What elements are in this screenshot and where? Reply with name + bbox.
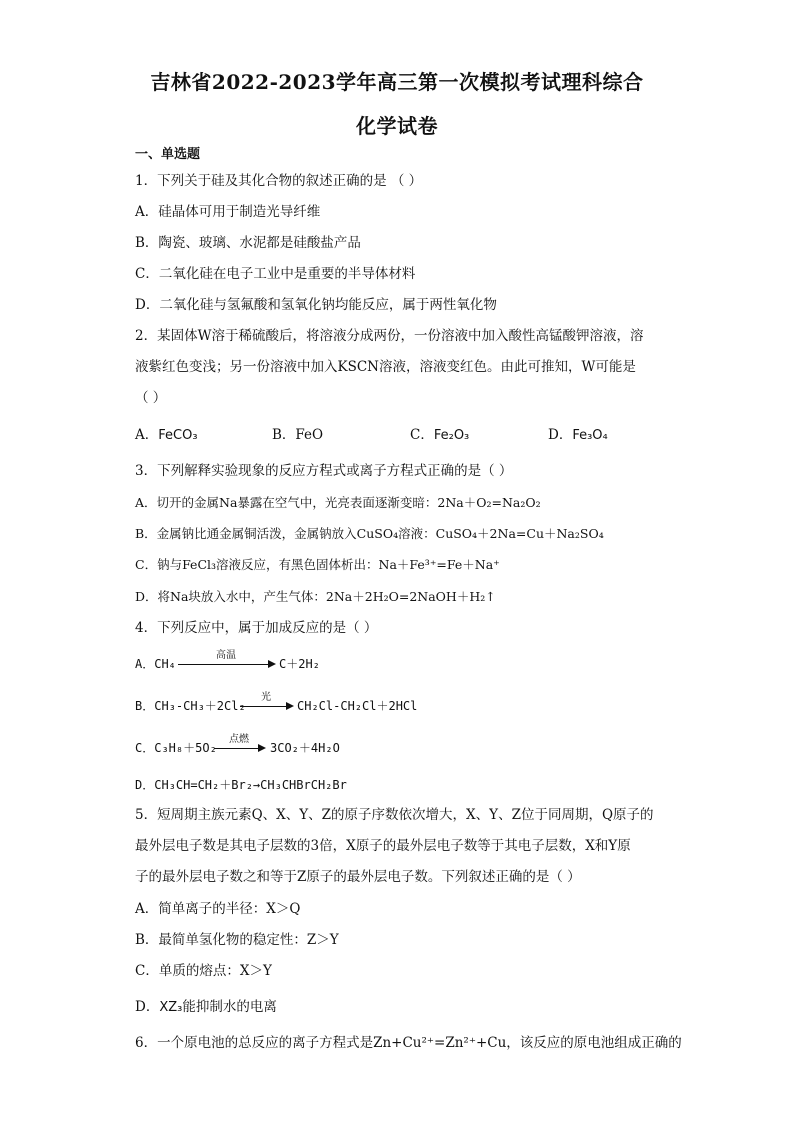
- q2-option-a-label: A．: [135, 427, 159, 443]
- q5-option-b: B．最简单氢化物的稳定性：Z＞Y: [135, 932, 339, 948]
- q4-stem: 4．下列反应中，属于加成反应的是（ ）: [135, 620, 378, 636]
- q4-option-a-products: C＋2H₂: [279, 657, 320, 671]
- q1-option-b: B．陶瓷、玻璃、水泥都是硅酸盐产品: [135, 235, 361, 251]
- q2-option-d-label: D．: [548, 427, 573, 443]
- q3-option-a: A．切开的金属Na暴露在空气中，光亮表面逐渐变暗：2Na＋O₂=Na₂O₂: [135, 495, 541, 510]
- q5-option-a: A．简单离子的半径：X＞Q: [135, 901, 301, 917]
- q4-option-c-arrow: [214, 748, 264, 749]
- q3-stem: 3．下列解释实验现象的反应方程式或离子方程式正确的是（ ）: [135, 463, 513, 479]
- q6-stem-line1: 6．一个原电池的总反应的离子方程式是Zn+Cu²⁺=Zn²⁺+Cu，该反应的原电池组成正确的: [135, 1035, 682, 1051]
- q2-option-c-label: C．: [410, 427, 434, 443]
- q5-option-d-formula: XZ₃: [159, 1000, 183, 1015]
- q2-option-d-formula: Fe₃O₄: [572, 428, 608, 443]
- section-heading: 一、单选题: [135, 147, 201, 162]
- q2-option-d: [548, 426, 608, 445]
- q2-option-c: [410, 426, 469, 445]
- q4-option-c-products: 3CO₂＋4H₂O: [270, 741, 340, 755]
- q2-option-b: B．FeO: [272, 427, 324, 443]
- q3-option-c: C．钠与FeCl₃溶液反应，有黑色固体析出：Na＋Fe³⁺=Fe＋Na⁺: [135, 557, 500, 572]
- q4-option-b-condition: 光: [261, 692, 271, 703]
- q1-stem: 1．下列关于硅及其化合物的叙述正确的是 （ ）: [135, 173, 423, 189]
- q2-option-a: [135, 426, 198, 445]
- q5-option-d: [135, 998, 277, 1017]
- q4-option-b-products: CH₂Cl-CH₂Cl＋2HCl: [297, 699, 418, 713]
- document-title: 吉林省2022-2023学年高三第一次模拟考试理科综合: [150, 70, 644, 94]
- q4-option-d: D．CH₃CH=CH₂＋Br₂→CH₃CHBrCH₂Br: [135, 778, 347, 792]
- q4-option-c-reactants: C．C₃H₈＋5O₂: [135, 741, 217, 755]
- q4-option-b-reactants: B．CH₃-CH₃＋2Cl₂: [135, 699, 246, 713]
- q2-option-c-formula: Fe₂O₃: [433, 428, 470, 443]
- q2-stem-line2: 液紫红色变浅；另一份溶液中加入KSCN溶液，溶液变红色。由此可推知，W可能是: [135, 359, 636, 375]
- q5-option-d-label: D．: [135, 999, 160, 1015]
- q1-option-c: C．二氧化硅在电子工业中是重要的半导体材料: [135, 266, 416, 282]
- q5-stem-line2: 最外层电子数是其电子层数的3倍，X原子的最外层电子数等于其电子层数，X和Y原: [135, 838, 631, 854]
- document-subtitle: 化学试卷: [356, 114, 438, 138]
- q3-option-d: D．将Na块放入水中，产生气体：2Na＋2H₂O=2NaOH＋H₂↑: [135, 589, 496, 604]
- q4-option-a-reactants: A．CH₄: [135, 657, 176, 671]
- q1-option-a: A．硅晶体可用于制造光导纤维: [135, 204, 321, 220]
- q4-option-a-condition: 高温: [216, 650, 236, 661]
- q2-stem-line1: 2．某固体W溶于稀硫酸后，将溶液分成两份，一份溶液中加入酸性高锰酸钾溶液，溶: [135, 328, 644, 344]
- q2-stem-line3: （ ）: [135, 390, 167, 406]
- q5-stem-line1: 5．短周期主族元素Q、X、Y、Z的原子序数依次增大，X、Y、Z位于同周期，Q原子的: [135, 807, 654, 823]
- q5-option-c: C．单质的熔点：X＞Y: [135, 963, 272, 979]
- q4-option-b-arrow: [240, 706, 292, 707]
- q4-option-c-condition: 点燃: [229, 734, 249, 745]
- q5-stem-line3: 子的最外层电子数之和等于Z原子的最外层电子数。下列叙述正确的是（ ）: [135, 869, 581, 885]
- q2-option-a-formula: FeCO₃: [158, 428, 198, 443]
- q4-option-a-arrow: [178, 664, 274, 665]
- q1-option-d: D．二氧化硅与氢氟酸和氢氧化钠均能反应，属于两性氧化物: [135, 297, 497, 313]
- q5-option-d-text: 能抑制水的电离: [182, 999, 277, 1015]
- q3-option-b: B．金属钠比通金属铜活泼，金属钠放入CuSO₄溶液：CuSO₄＋2Na=Cu＋Na₂SO₄: [135, 526, 604, 541]
